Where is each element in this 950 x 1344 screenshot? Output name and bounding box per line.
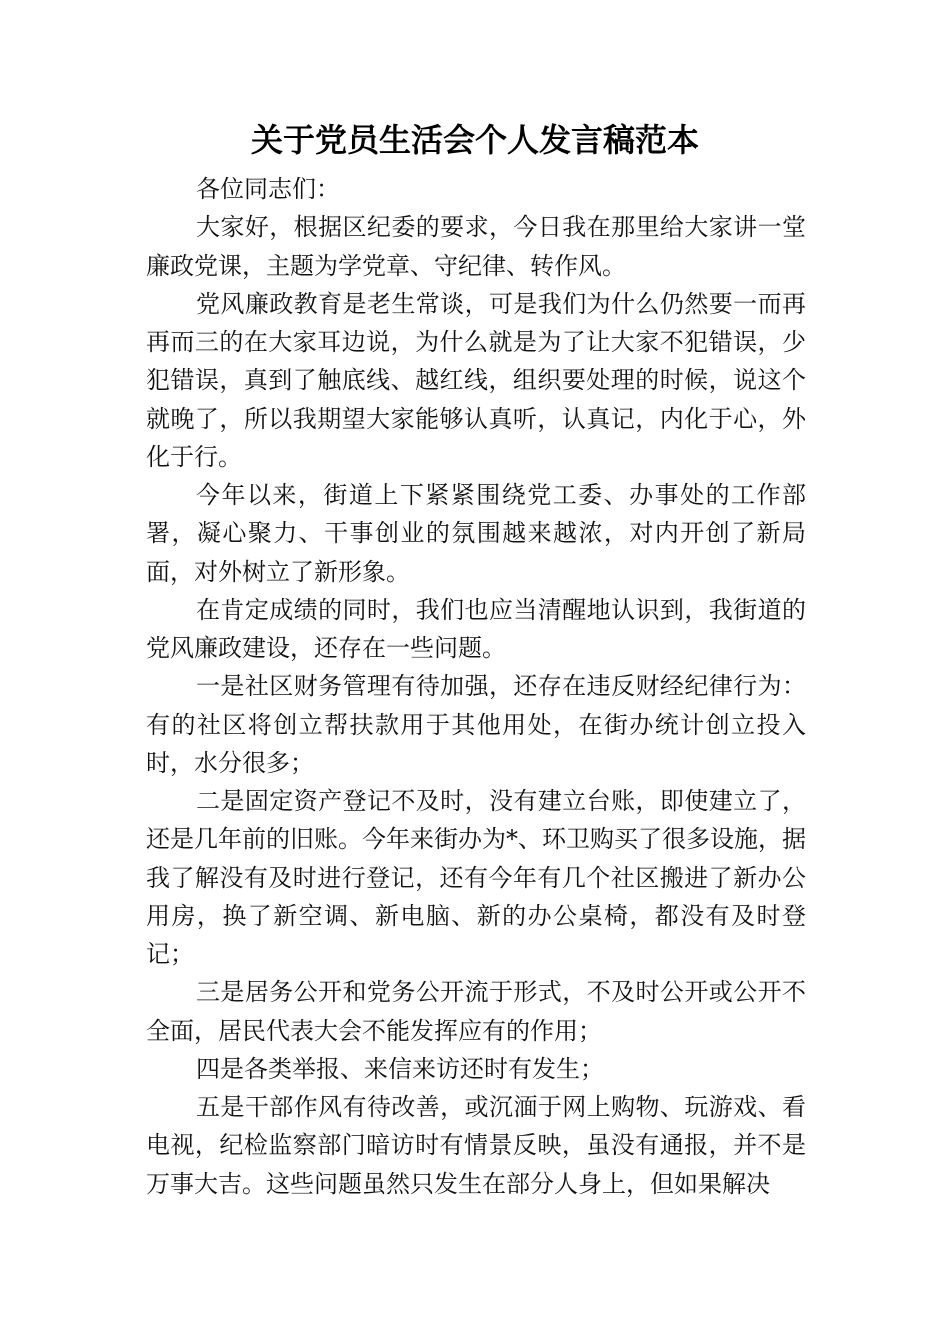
paragraph-education: 党风廉政教育是老生常谈，可是我们为什么仍然要一而再再而三的在大家耳边说，为什么就是为了让大家不犯错误，少犯错误，真到了触底线、越红线，组织要处理的时候，说这个就晚了，所以我期望大家能够认真听，认真记，内化于心，外化于行。 xyxy=(146,289,806,471)
document-body xyxy=(146,170,806,1203)
paragraph-problem-1: 一是社区财务管理有待加强，还存在违反财经纪律行为：有的社区将创立帮扶款用于其他用处，在街办统计创立投入时，水分很多； xyxy=(146,672,806,777)
paragraph-problem-2: 二是固定资产登记不及时，没有建立台账，即使建立了，还是几年前的旧账。今年来街办为*、环卫购买了很多设施，据我了解没有及时进行登记，还有今年有几个社区搬进了新办公用房，换了新空调、新电脑、新的办公桌椅，都没有及时登记； xyxy=(146,787,806,968)
document-title: 关于党员生活会个人发言稿范本 xyxy=(250,121,699,159)
paragraph-problem-5: 五是干部作风有待改善，或沉湎于网上购物、玩游戏、看电视，纪检监察部门暗访时有情景反映，虽没有通报，并不是万事大吉。这些问题虽然只发生在部分人身上，但如果解决 xyxy=(146,1093,806,1198)
paragraph-problems-intro: 在肯定成绩的同时，我们也应当清醒地认识到，我街道的党风廉政建设，还存在一些问题。 xyxy=(146,595,806,662)
paragraph-problem-4: 四是各类举报、来信来访还时有发生； xyxy=(196,1054,604,1083)
paragraph-intro: 大家好，根据区纪委的要求，今日我在那里给大家讲一堂廉政党课，主题为学党章、守纪律、转作风。 xyxy=(146,213,806,280)
paragraph-greeting: 各位同志们： xyxy=(196,175,340,203)
paragraph-achievements: 今年以来，街道上下紧紧围绕党工委、办事处的工作部署，凝心聚力、干事创业的氛围越来越浓，对内开创了新局面，对外树立了新形象。 xyxy=(146,481,806,586)
paragraph-problem-3: 三是居务公开和党务公开流于形式，不及时公开或公开不全面，居民代表大会不能发挥应有的作用； xyxy=(146,978,806,1045)
